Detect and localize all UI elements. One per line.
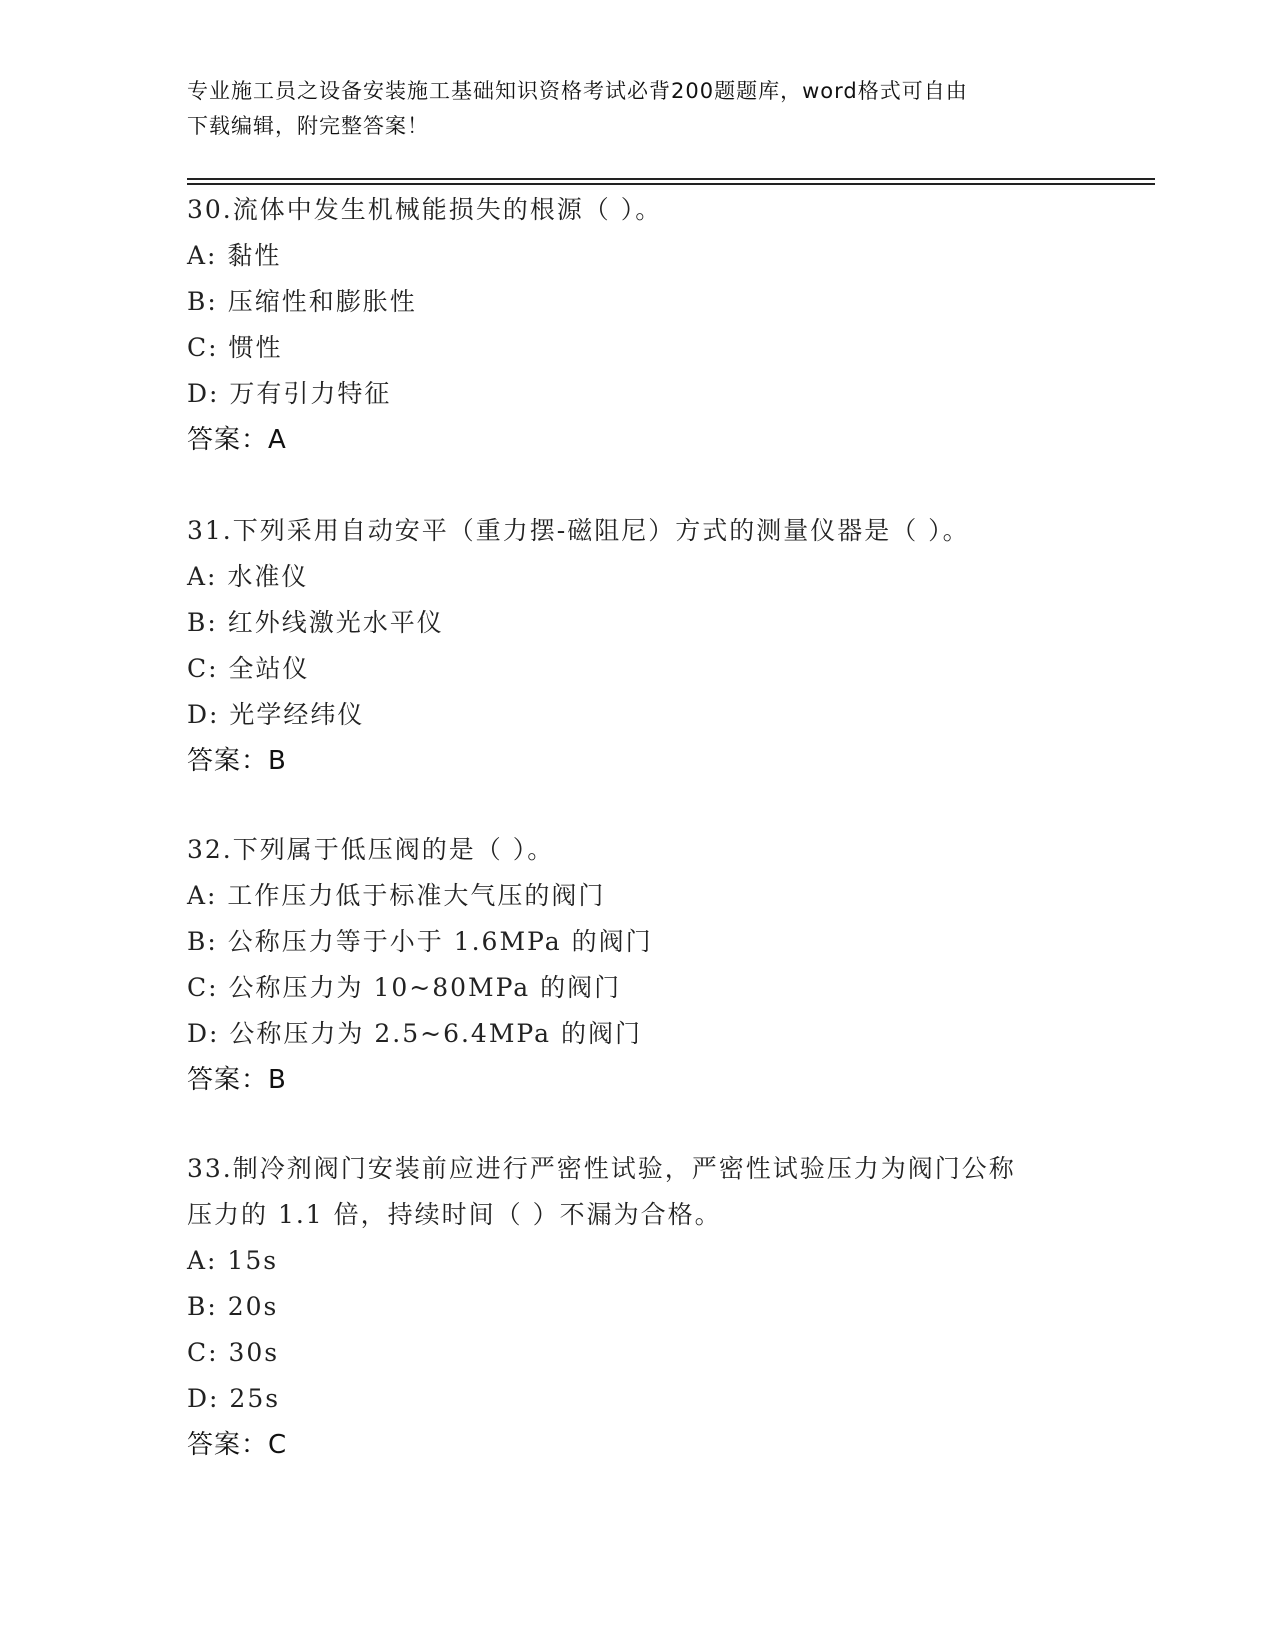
option-a: A: 工作压力低于标准大气压的阀门 [187,881,606,910]
option-c: C: 公称压力为 10~80MPa 的阀门 [187,973,622,1002]
option-c: C: 30s [187,1338,280,1367]
question-stem-line-1: 33.制冷剂阀门安装前应进行严密性试验，严密性试验压力为阀门公称 [187,1154,1016,1183]
option-b: B: 20s [187,1292,279,1321]
header-divider-bottom [187,183,1155,185]
question-32 [187,827,1087,1103]
answer-label: 答案：B [187,1065,287,1095]
option-a: A: 黏性 [187,241,282,270]
option-c: C: 惯性 [187,333,283,362]
answer-label: 答案：C [187,1430,288,1460]
header-line-2: 下载编辑，附完整答案！ [187,114,429,138]
header-divider-top [187,178,1155,180]
option-b: B: 压缩性和膨胀性 [187,287,417,316]
document-header [187,74,1087,144]
option-d: D: 公称压力为 2.5~6.4MPa 的阀门 [187,1019,642,1048]
question-33 [187,1146,1087,1468]
option-b: B: 红外线激光水平仪 [187,608,444,637]
option-d: D: 万有引力特征 [187,379,392,408]
question-31 [187,508,1087,784]
question-stem: 30.流体中发生机械能损失的根源（ ）。 [187,195,663,224]
option-a: A: 15s [187,1246,279,1275]
question-stem-line-2: 压力的 1.1 倍，持续时间（ ）不漏为合格。 [187,1200,722,1229]
option-d: D: 25s [187,1384,281,1413]
option-a: A: 水准仪 [187,562,309,591]
question-stem: 31.下列采用自动安平（重力摆-磁阻尼）方式的测量仪器是（ ）。 [187,516,970,545]
answer-label: 答案：A [187,425,287,455]
option-d: D: 光学经纬仪 [187,700,365,729]
option-c: C: 全站仪 [187,654,310,683]
question-30 [187,187,1087,463]
question-stem: 32.下列属于低压阀的是（ ）。 [187,835,555,864]
header-line-1: 专业施工员之设备安装施工基础知识资格考试必背200题题库，word格式可自由 [187,79,968,103]
option-b: B: 公称压力等于小于 1.6MPa 的阀门 [187,927,653,956]
answer-label: 答案：B [187,746,287,776]
